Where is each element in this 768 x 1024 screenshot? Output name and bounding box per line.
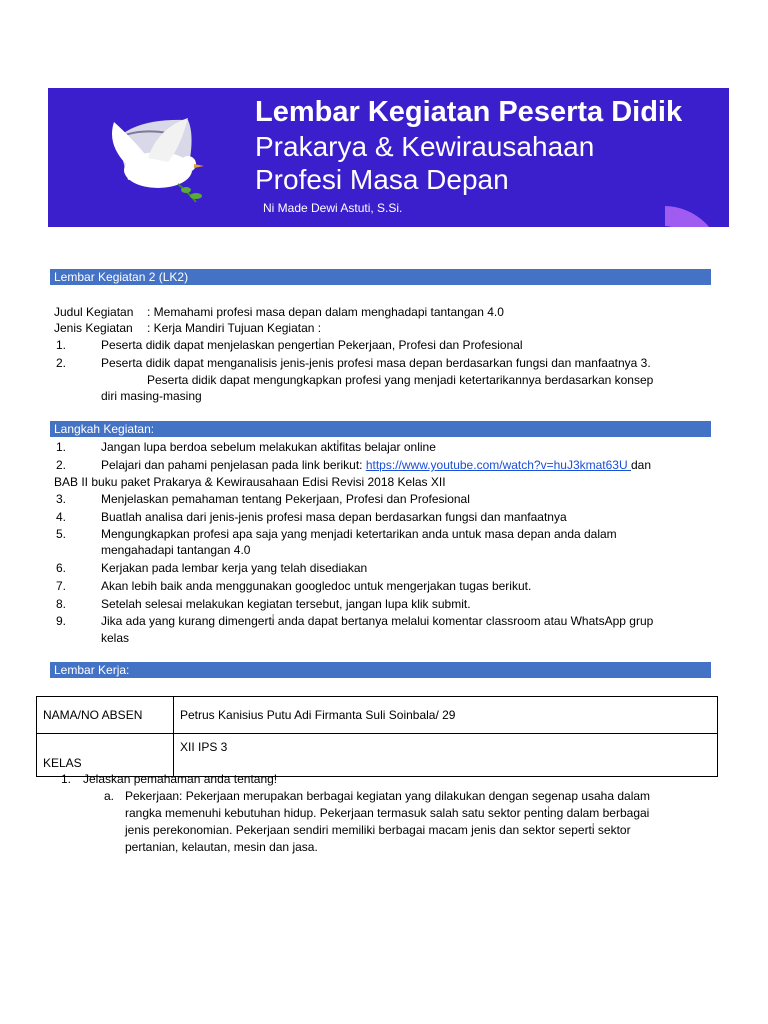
- banner-subtitle-subject: Prakarya & Kewirausahaan: [255, 131, 595, 162]
- goal-number: 1.: [56, 338, 67, 352]
- section-header-steps: Langkah Kegiatan:: [50, 421, 711, 437]
- goal-text: Peserta didik dapat menganalisis jenis-jenis profesi masa depan berdasarkan fungsi dan manfaatnya 3.: [101, 356, 651, 370]
- step-text: Menjelaskan pemahaman tentang Pekerjaan, Profesi dan Profesional: [101, 492, 470, 506]
- step-text-part: Pelajari dan pahami penjelasan pada link berikut:: [101, 458, 366, 472]
- step-text: [101, 458, 651, 473]
- step-number: 8.: [56, 597, 67, 611]
- youtube-link[interactable]: https://www.youtube.com/watch?v=huJ3kmat63U: [365, 458, 631, 472]
- step-text-part: dan: [630, 458, 652, 472]
- answer-line: rangka memenuhi kebutuhan hidup. Pekerjaan termasuk salah satu sektor penti̇ng dalam berbagai: [125, 806, 650, 820]
- jenis-label: Jenis Kegiatan: [54, 321, 133, 335]
- step-text: Buatlah analisa dari jenis-jenis profesi masa depan berdasarkan fungsi dan manfaatnya: [101, 510, 567, 524]
- step-number: 4.: [56, 510, 67, 524]
- answer-letter: a.: [104, 789, 115, 803]
- name-label-cell: NAMA/NO ABSEN: [37, 697, 174, 734]
- step-text-continued: kelas: [101, 631, 130, 645]
- step-number: 2.: [56, 458, 67, 472]
- step-text-continued: BAB II buku paket Prakarya & Kewirausahaan Edisi Revisi 2018 Kelas XII: [54, 475, 446, 489]
- student-info-table: [36, 696, 718, 777]
- goal-text: Peserta didik dapat mengungkapkan profesi yang menjadi ketertarikannya berdasarkan konsep: [147, 373, 654, 387]
- header-banner: [48, 88, 729, 227]
- step-text-continued: mengahadapi tantangan 4.0: [101, 543, 251, 557]
- step-number: 1.: [56, 440, 67, 454]
- question-text: Jelaskan pemahaman anda tentang!: [83, 772, 278, 786]
- name-value-cell: Petrus Kanisius Putu Adi Firmanta Suli Soinbala/ 29: [174, 697, 718, 734]
- step-text: Kerjakan pada lembar kerja yang telah disediakan: [101, 561, 368, 575]
- jenis-value: : Kerja Mandiri Tujuan Kegiatan :: [147, 321, 322, 335]
- step-text: Setelah selesai melakukan kegiatan tersebut, jangan lupa klik submit.: [101, 597, 471, 611]
- step-text: Jangan lupa berdoa sebelum melakukan akti̇fitas belajar online: [101, 440, 436, 454]
- step-number: 5.: [56, 527, 67, 541]
- step-number: 3.: [56, 492, 67, 506]
- step-text: Jika ada yang kurang dimengerti̇ anda dapat bertanya melalui komentar classroom atau WhatsApp grup: [101, 614, 654, 628]
- answer-line: jenis perekonomian. Pekerjaan sendiri memiliki berbagai macam jenis dan sektor seperti̇ sektor: [125, 823, 631, 837]
- answer-line: pertanian, kelautan, mesin dan jasa.: [125, 840, 318, 854]
- step-text: Mengungkapkan profesi apa saja yang menjadi ketertarikan anda untuk masa depan anda dalam: [101, 527, 617, 541]
- step-number: 6.: [56, 561, 67, 575]
- step-number: 7.: [56, 579, 67, 593]
- section-header-lk2: Lembar Kegiatan 2 (LK2): [50, 269, 711, 285]
- answer-line: Pekerjaan: Pekerjaan merupakan berbagai kegiatan yang dilakukan dengan segenap usaha dalam: [125, 789, 651, 803]
- decorative-bar: [605, 206, 665, 227]
- goal-text-continued: diri masing-masing: [101, 389, 202, 403]
- banner-author: Ni Made Dewi Astuti, S.Si.: [263, 201, 403, 215]
- section-header-worksheet: Lembar Kerja:: [50, 662, 711, 678]
- goal-text: Peserta didik dapat menjelaskan pengerti̇an Pekerjaan, Profesi dan Profesional: [101, 338, 523, 352]
- table-row: [37, 734, 718, 777]
- class-value-cell: XII IPS 3: [174, 734, 718, 777]
- step-number: 9.: [56, 614, 67, 628]
- class-label-cell: KELAS: [37, 734, 174, 777]
- question-number: 1.: [61, 772, 72, 786]
- step-text: Akan lebih baik anda menggunakan googledoc untuk mengerjakan tugas berikut.: [101, 579, 532, 593]
- banner-subtitle-topic: Profesi Masa Depan: [255, 164, 509, 195]
- dove-scroll-logo-icon: [78, 98, 238, 218]
- goal-number: 2.: [56, 356, 67, 370]
- judul-value: : Memahami profesi masa depan dalam menghadapi tantangan 4.0: [147, 305, 504, 319]
- judul-label: Judul Kegiatan: [54, 305, 134, 319]
- table-row: [37, 697, 718, 734]
- banner-title: Lembar Kegiatan Peserta Didik: [255, 96, 683, 128]
